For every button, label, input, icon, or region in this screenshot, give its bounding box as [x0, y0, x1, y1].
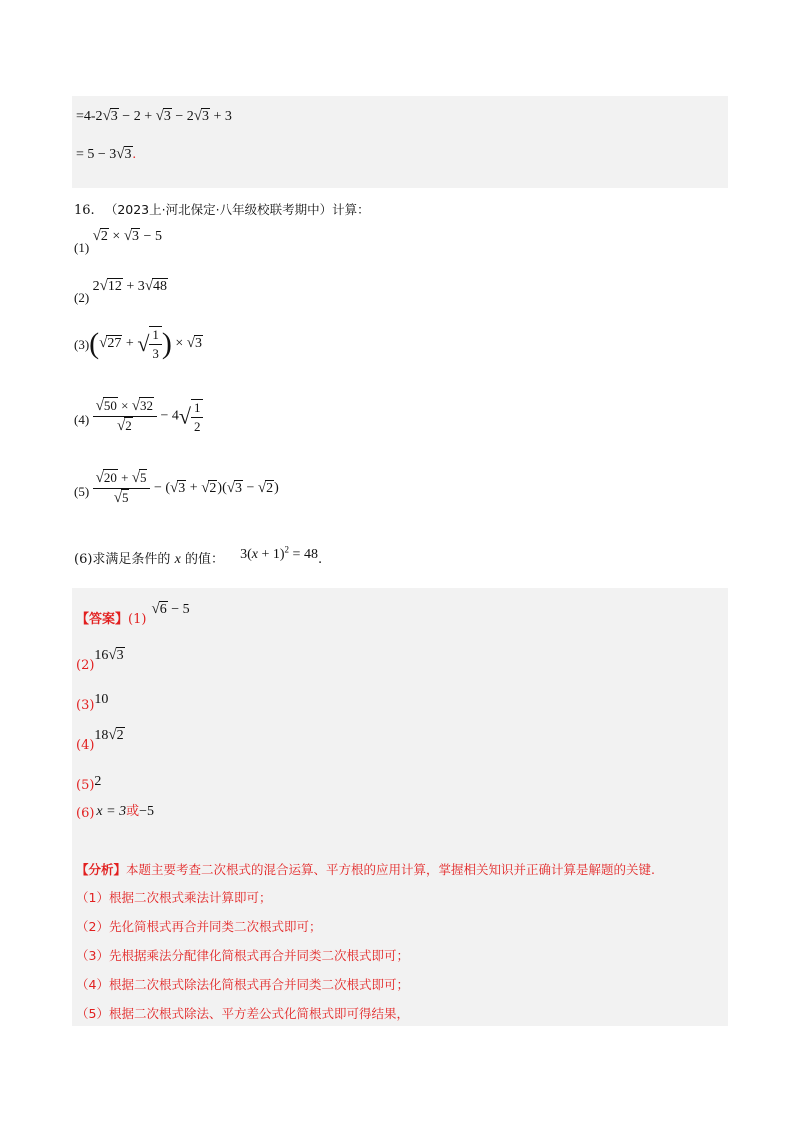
problem-source: （2023上·河北保定·八年级校联考期中）计算： [104, 202, 370, 217]
problem-item-6 [74, 544, 323, 568]
item-label: (2) [74, 290, 90, 305]
answer-label-3: (3) [76, 698, 95, 713]
problem-item-4: (4) $\frac{√50 \times √32}{√2}$ − 4√ $\frac{1}{2}$ [74, 398, 203, 435]
item-label: (3) [74, 337, 90, 353]
answer-line-1 [76, 598, 190, 627]
answer-value-6a: x = 3 [96, 804, 127, 819]
analysis-tag: 【分析】 [76, 862, 127, 877]
solution-line-2: = 5 − 3√3. [76, 146, 137, 162]
analysis-step-2: （2）先化简根式再合并同类二次根式即可； [76, 919, 322, 934]
answer-label-4: (4) [76, 738, 95, 753]
analysis-intro-text: 本题主要考查二次根式的混合运算、平方根的应用计算，掌握相关知识并正确计算是解题的关键. [126, 862, 655, 877]
item-6-mid: 的值： [184, 552, 224, 567]
answer-value-6b: −5 [139, 804, 155, 819]
answer-or: 或 [126, 804, 140, 819]
analysis-step-3: （3）先根据乘法分配律化简根式再合并同类二次根式即可； [76, 948, 409, 963]
solution-line-1: =4-2√3 − 2 + √3 − 2√3 + 3 [76, 108, 232, 124]
problem-number: 16. [74, 203, 95, 218]
answer-line-4 [76, 724, 125, 753]
item-label: (6) [74, 552, 93, 567]
problem-item-1: (1) √2 × √3 − 5 [74, 228, 162, 255]
item-label: (1) [74, 240, 90, 255]
answer-value-3: 10 [94, 692, 109, 707]
solution-dot: . [132, 147, 137, 162]
analysis-step-1: （1）根据二次根式乘法计算即可； [76, 890, 272, 905]
problem-item-5: (5) $\frac{√20 + √5}{√5}$ − (√3 + √2)(√3 − √2) [74, 470, 279, 506]
answer-label-1: (1) [128, 612, 147, 627]
item-6-equation: $3(x + 1)^2 = 48$ [240, 544, 318, 562]
answer-line-6 [76, 800, 154, 820]
item-6-var: x [174, 552, 181, 567]
analysis-intro [76, 860, 655, 878]
answer-value-4: 18√2 [94, 727, 124, 743]
problem-item-2: (2) 2√12 + 3√48 [74, 278, 168, 305]
problem-item-3: (3)(√27 + √ $\frac{1}{3}$ ) × √3 [74, 327, 203, 361]
item-label: (5) [74, 483, 90, 499]
analysis-step-5: （5）根据二次根式除法、平方差公式化简根式即可得结果， [76, 1006, 409, 1021]
item-label: (4) [74, 411, 90, 427]
analysis-step-4: （4）根据二次根式除法化简根式再合并同类二次根式即可； [76, 977, 409, 992]
item-6-prefix: 求满足条件的 [92, 552, 171, 567]
answer-tag: 【答案】 [76, 612, 129, 627]
answer-label-6: (6) [76, 806, 95, 821]
item-6-end: . [317, 552, 323, 567]
problem-header [74, 200, 370, 218]
answer-label-5: (5) [76, 778, 95, 793]
answer-value-5: 2 [94, 774, 102, 789]
answer-label-2: (2) [76, 658, 95, 673]
previous-solution-box [72, 96, 728, 188]
answer-line-2 [76, 644, 125, 673]
answer-box [72, 588, 728, 1026]
answer-value-2: 16√3 [94, 647, 124, 663]
answer-line-3 [76, 688, 109, 713]
answer-line-5 [76, 770, 102, 793]
answer-value-1: √6 − 5 [151, 601, 190, 617]
